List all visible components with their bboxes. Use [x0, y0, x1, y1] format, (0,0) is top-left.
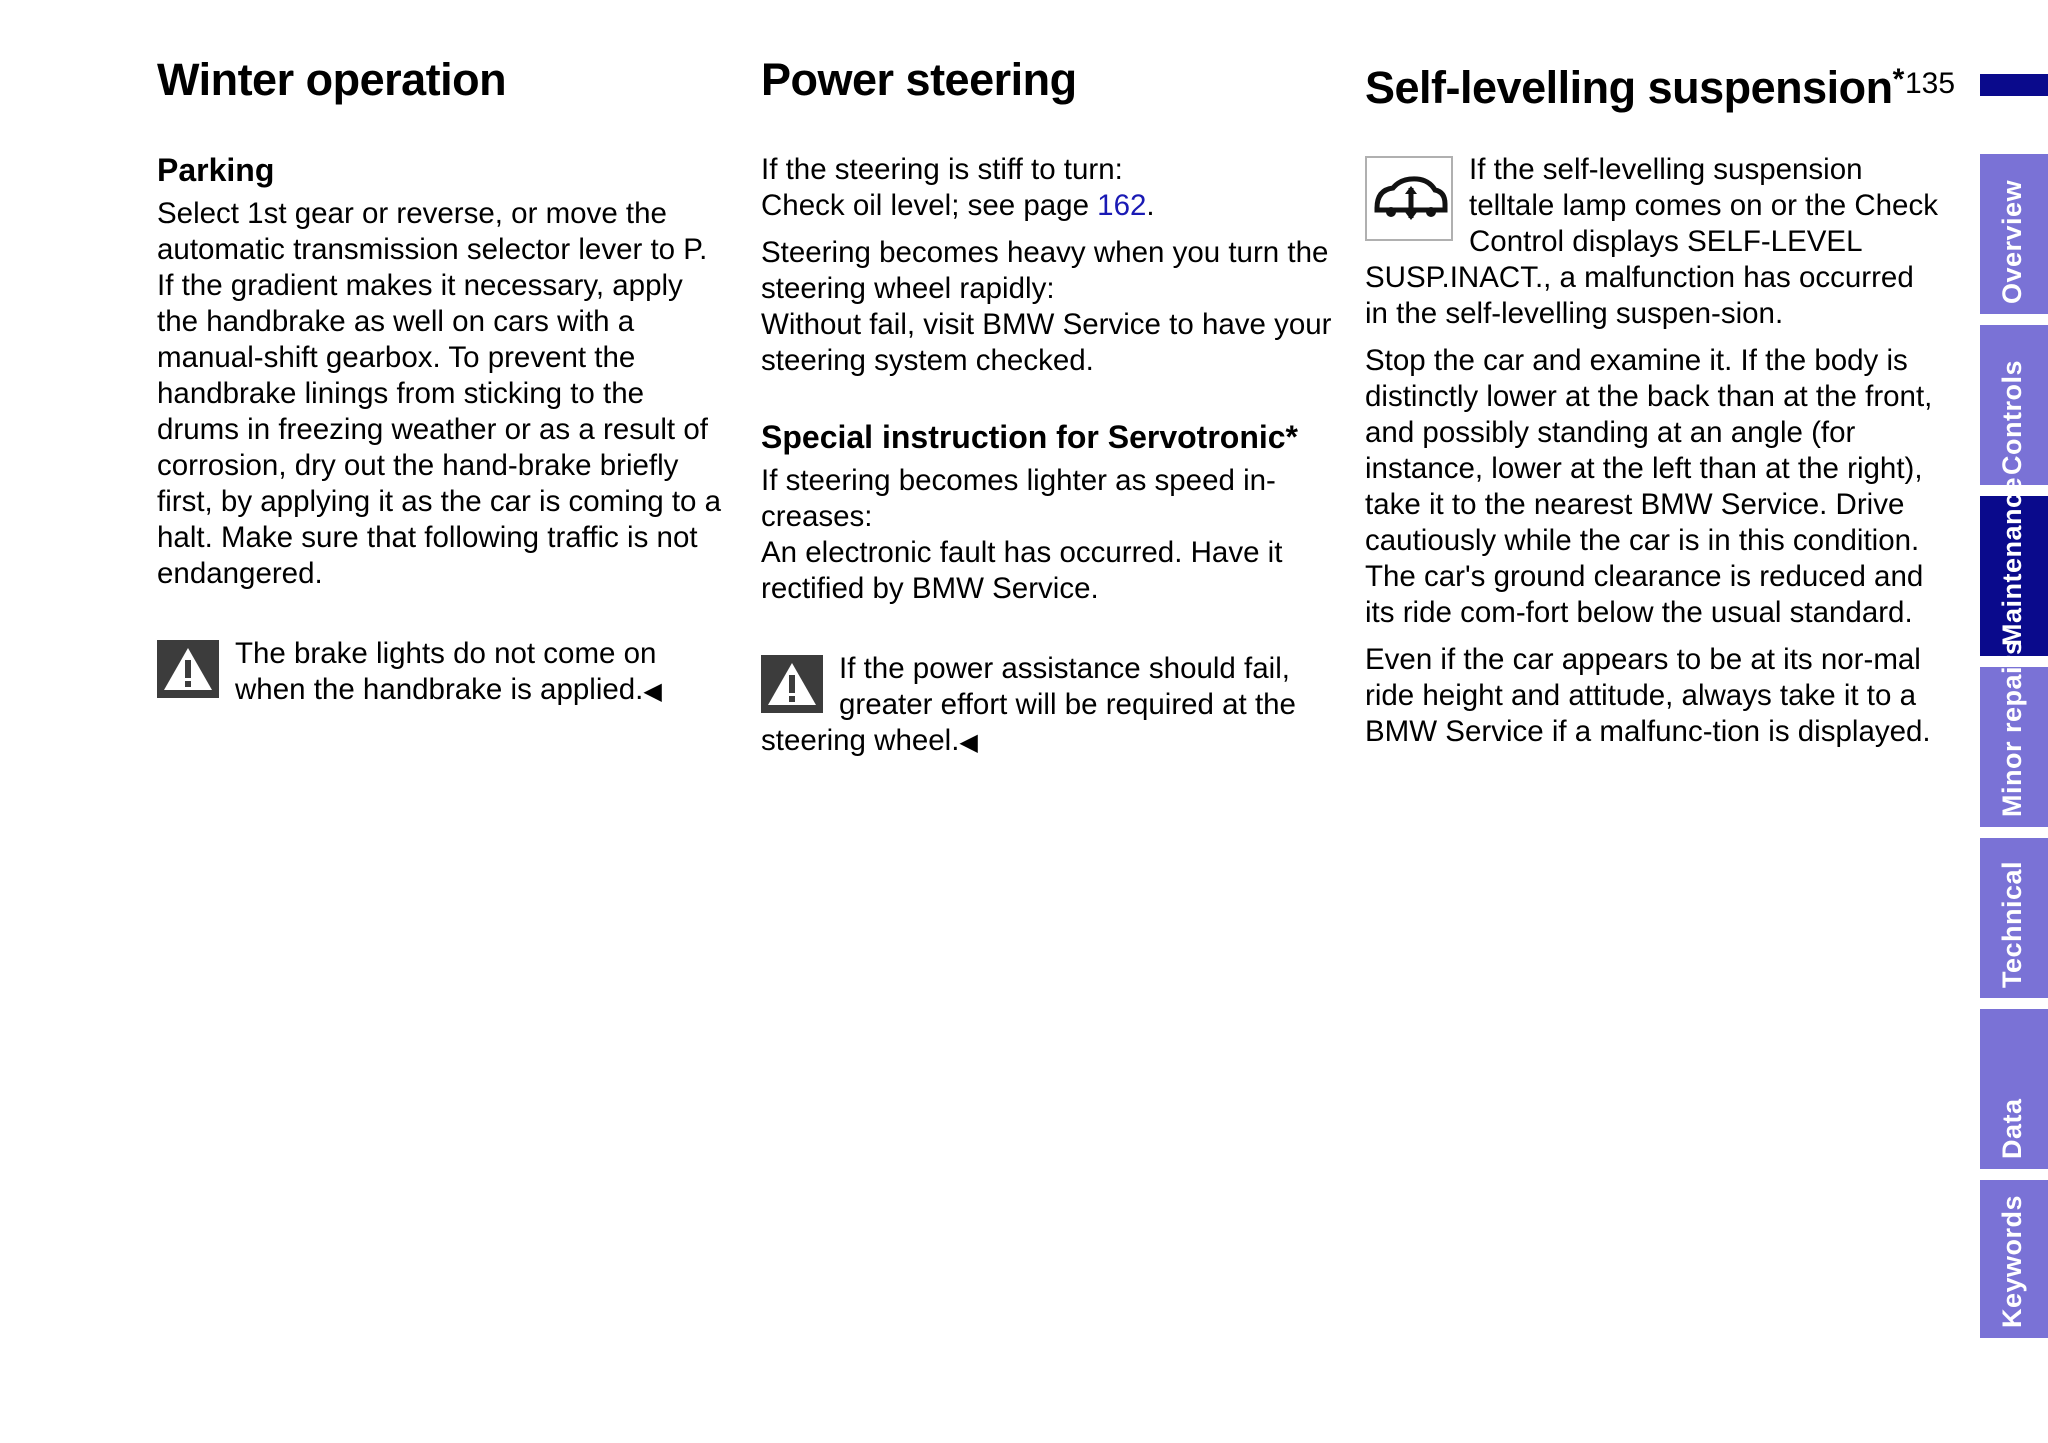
tab-keywords[interactable]: Keywords [1980, 1180, 2048, 1338]
subheading-parking: Parking [157, 152, 275, 188]
section-title-self-levelling-suspension: Self-levelling suspension* [1365, 62, 1904, 113]
warning-text-brake-lights: The brake lights do not come on when the handbrake is applied. [235, 637, 657, 706]
warning-note-brake-lights [157, 636, 731, 710]
column-winter-operation [157, 50, 731, 721]
tab-technical[interactable]: Technical [1980, 838, 2048, 998]
tab-data[interactable]: Data [1980, 1009, 2048, 1169]
tab-controls[interactable]: Controls [1980, 325, 2048, 485]
column-self-levelling-suspension [1365, 50, 1943, 761]
tab-maintenance[interactable]: Maintenance [1980, 496, 2048, 656]
check-oil-end: . [1146, 189, 1155, 222]
electronic-fault-text: An electronic fault has occurred. Have it rectified by BMW Service. [761, 536, 1283, 605]
parking-paragraph: Select 1st gear or reverse, or move the automatic transmission selector lever to P. If the gradient makes it necessary, apply the handbrake as well on cars with a manual-shift gearbox. To prevent the handbrake linings from sticking to the drums in freezing weather or as a result of corrosion, dry out the hand-brake briefly first, by applying it as the car is coming to a halt. Make sure that following traffic is not endangered. [157, 197, 722, 590]
suspension-telltale-lamp-icon [1365, 156, 1453, 241]
steering-heavy-text: Steering becomes heavy when you turn the steering wheel rapidly: [761, 236, 1329, 305]
tab-minor-repairs[interactable]: Minor repairs [1980, 667, 2048, 827]
end-mark-icon: ◀ [959, 729, 978, 756]
steering-lighter-text: If steering becomes lighter as speed in-creases: [761, 464, 1276, 533]
tab-overview[interactable]: Overview [1980, 154, 2048, 314]
column-power-steering [761, 50, 1345, 772]
suspension-telltale-paragraph: If the self-levelling suspension telltale lamp comes on or the Check Control displays SELF-LEVEL SUSP.INACT., a malfunction has occurred in the self-levelling suspen-sion. [1365, 153, 1938, 330]
warning-text-power-assistance: If the power assistance should fail, greater effort will be required at the steering wheel. [761, 652, 1296, 757]
end-mark-icon: ◀ [643, 678, 662, 705]
suspension-stop-paragraph: Stop the car and examine it. If the body is distinctly lower at the back than at the front, and possibly standing at an angle (for instance, lower at the left than at the right), take it to the nearest BMW Service. Drive cautiously while the car is in this condition. The car's ground clearance is reduced and its ride com-fort below the usual standard. [1365, 344, 1933, 629]
warning-triangle-icon [761, 655, 823, 713]
steering-stiff-text: If the steering is stiff to turn: [761, 153, 1123, 186]
page-reference-link[interactable]: 162 [1097, 189, 1147, 222]
warning-triangle-icon [157, 640, 219, 698]
section-title-winter-operation: Winter operation [157, 54, 507, 105]
page-number: 135 [1905, 67, 1956, 100]
page-number-bar [1980, 74, 2048, 96]
check-oil-text: Check oil level; see page [761, 189, 1098, 222]
suspension-normal-height-paragraph: Even if the car appears to be at its nor-mal ride height and attitude, always take it to a BMW Service if a malfunc-tion is displayed. [1365, 643, 1931, 748]
warning-note-power-assistance [761, 651, 1345, 761]
visit-service-text: Without fail, visit BMW Service to have your steering system checked. [761, 308, 1332, 377]
subheading-servotronic: Special instruction for Servotronic* [761, 419, 1298, 455]
section-title-power-steering: Power steering [761, 54, 1077, 105]
